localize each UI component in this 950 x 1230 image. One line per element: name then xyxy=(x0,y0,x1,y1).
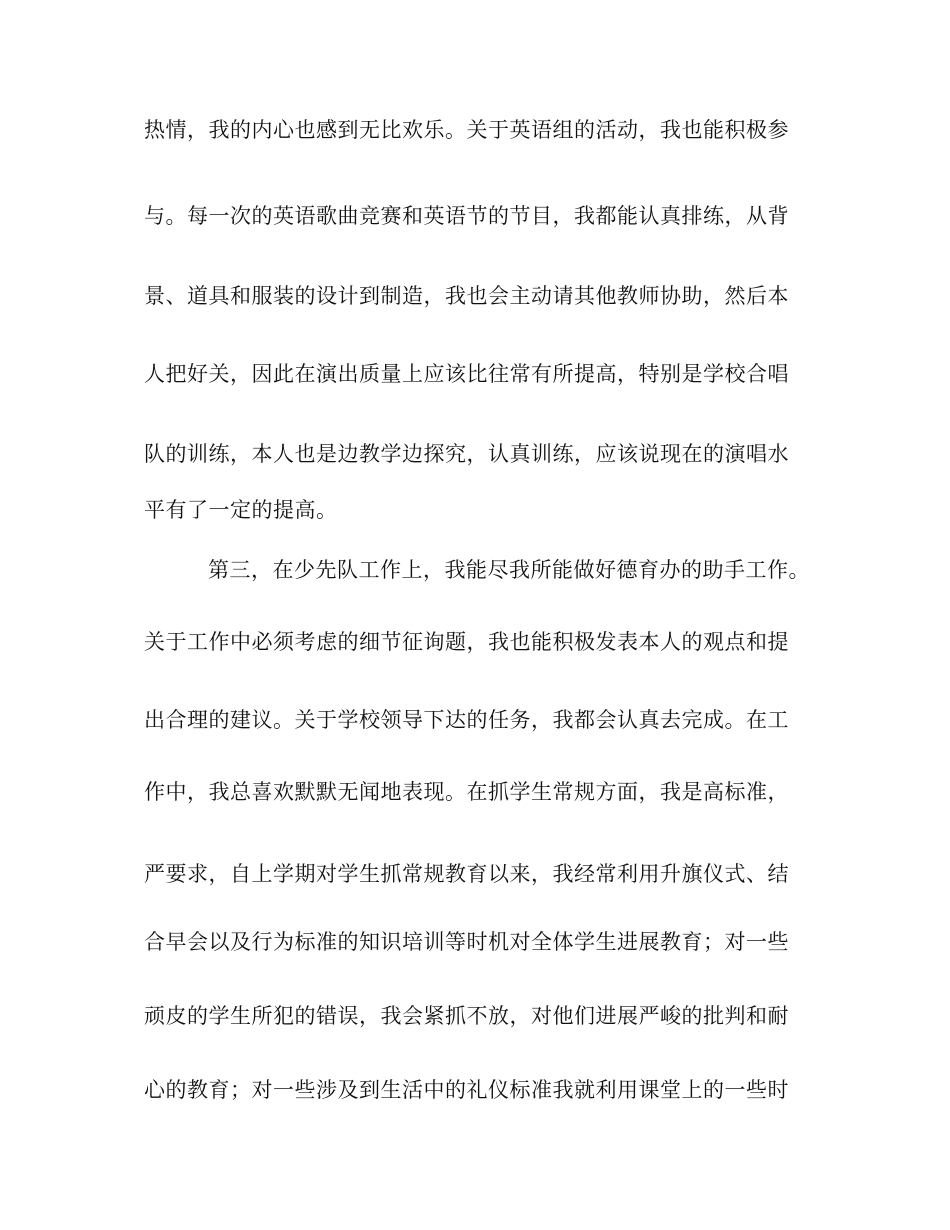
text-line-4: 人把好关，因此在演出质量上应该比往常有所提高，特别是学校合唱 xyxy=(144,362,789,386)
text-line-13: 顽皮的学生所犯的错误，我会紧抓不放，对他们进展严峻的批判和耐 xyxy=(144,1004,789,1028)
text-line-6: 平有了一定的提高。 xyxy=(144,498,338,522)
text-line-9: 出合理的建议。关于学校领导下达的任务，我都会认真去完成。在工 xyxy=(144,708,789,732)
text-line-11: 严要求，自上学期对学生抓常规教育以来，我经常利用升旗仪式、结 xyxy=(144,862,789,886)
text-line-12: 合早会以及行为标准的知识培训等时机对全体学生进展教育；对一些 xyxy=(144,930,789,954)
text-line-3: 景、道具和服装的设计到制造，我也会主动请其他教师协助，然后本 xyxy=(144,284,789,308)
paragraph-3-first-line: 第三，在少先队工作上，我能尽我所能做好德育办的助手工作。 xyxy=(208,558,810,582)
text-line-2: 与。每一次的英语歌曲竞赛和英语节的节目，我都能认真排练，从背 xyxy=(144,204,789,228)
text-line-5: 队的训练，本人也是边教学边探究，认真训练，应该说现在的演唱水 xyxy=(144,442,789,466)
text-line-10: 作中，我总喜欢默默无闻地表现。在抓学生常规方面，我是高标准， xyxy=(144,780,789,804)
text-line-8: 关于工作中必须考虑的细节征询题，我也能积极发表本人的观点和提 xyxy=(144,630,789,654)
text-line-14: 心的教育；对一些涉及到生活中的礼仪标准我就利用课堂上的一些时 xyxy=(144,1078,789,1102)
text-line-1: 热情，我的内心也感到无比欢乐。关于英语组的活动，我也能积极参 xyxy=(144,118,789,142)
